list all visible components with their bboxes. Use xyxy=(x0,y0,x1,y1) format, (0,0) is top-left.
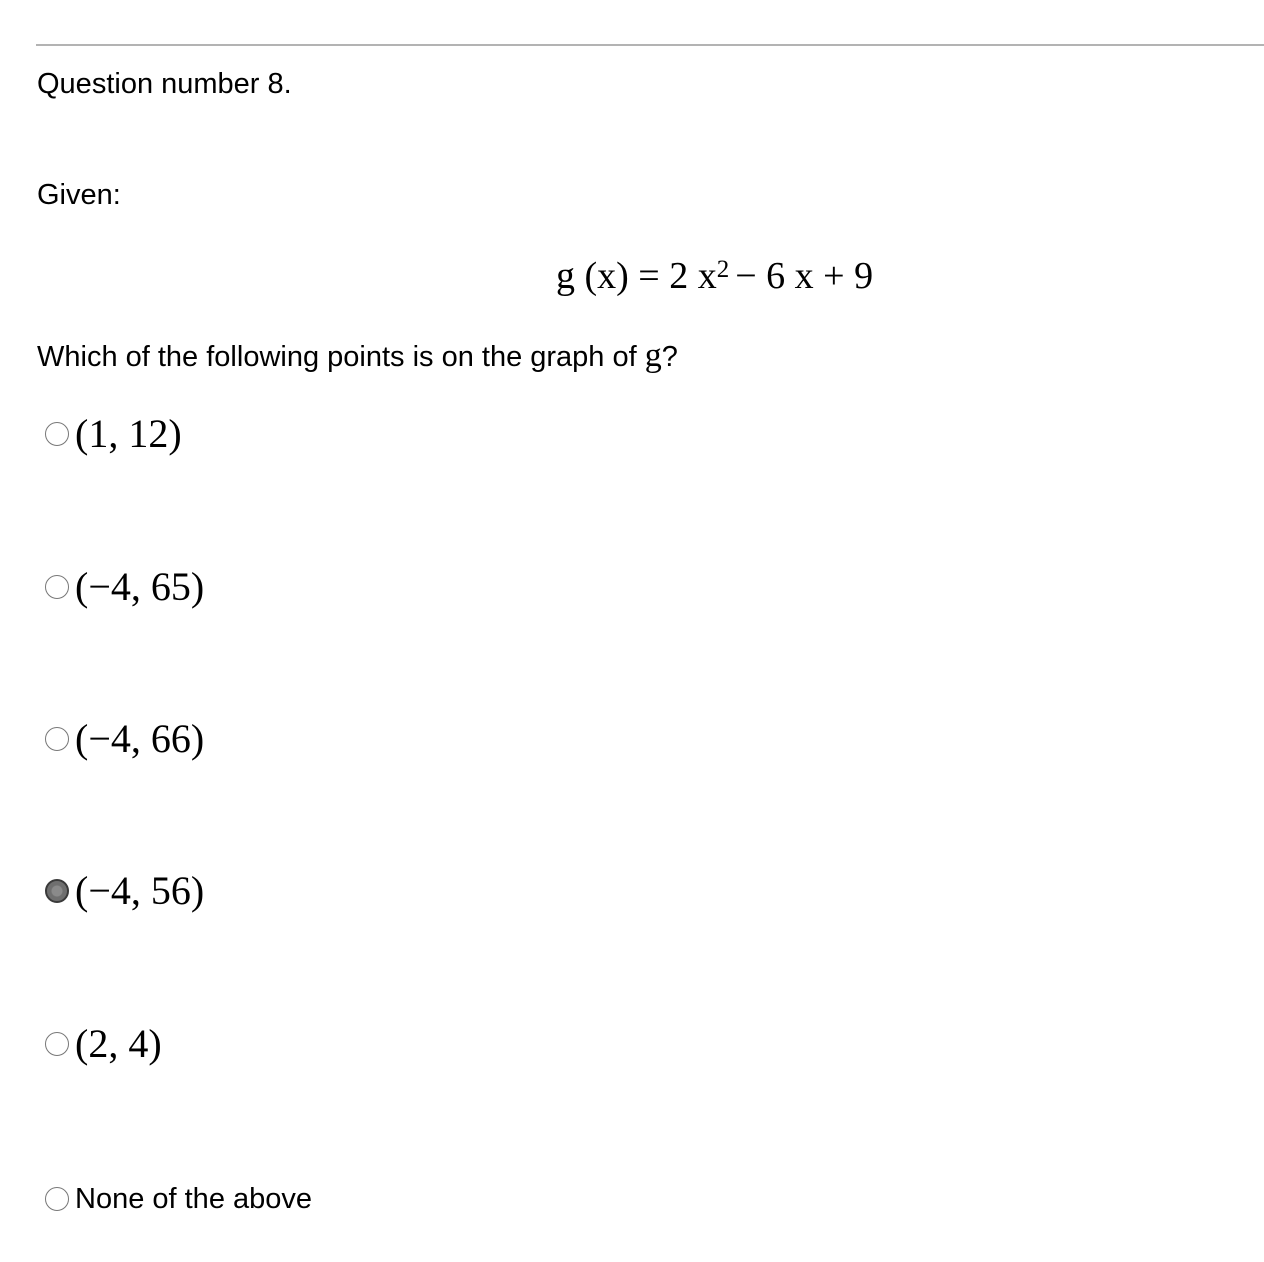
equation-rest: − 6 x + 9 xyxy=(735,255,874,297)
radio-option-5[interactable] xyxy=(45,1032,69,1056)
option-5[interactable] xyxy=(45,1021,162,1067)
radio-option-3[interactable] xyxy=(45,727,69,751)
function-equation xyxy=(556,254,873,298)
equation-lhs: g (x) = 2 x xyxy=(556,255,717,297)
question-title: Question number 8. xyxy=(37,68,292,100)
option-5-label: (2, 4) xyxy=(75,1021,162,1066)
option-2[interactable] xyxy=(45,564,204,610)
equation-exponent: 2 xyxy=(716,256,730,283)
option-4[interactable] xyxy=(45,868,204,914)
option-2-label: (−4, 65) xyxy=(75,564,205,609)
radio-option-2[interactable] xyxy=(45,575,69,599)
option-3[interactable] xyxy=(45,716,204,762)
option-3-label: (−4, 66) xyxy=(75,716,205,761)
prompt-text: Which of the following points is on the graph of xyxy=(37,341,645,373)
option-1-label: (1, 12) xyxy=(75,411,182,456)
top-divider xyxy=(36,44,1264,46)
question-prompt xyxy=(37,339,678,374)
given-label: Given: xyxy=(37,179,121,211)
option-4-label: (−4, 56) xyxy=(75,868,205,913)
prompt-variable: g xyxy=(644,337,662,374)
option-1[interactable] xyxy=(45,411,182,457)
radio-option-1[interactable] xyxy=(45,422,69,446)
radio-option-4[interactable] xyxy=(45,879,69,903)
radio-option-6[interactable] xyxy=(45,1187,69,1211)
option-6-label: None of the above xyxy=(75,1183,313,1215)
prompt-end: ? xyxy=(661,341,678,373)
option-6[interactable] xyxy=(45,1182,312,1216)
